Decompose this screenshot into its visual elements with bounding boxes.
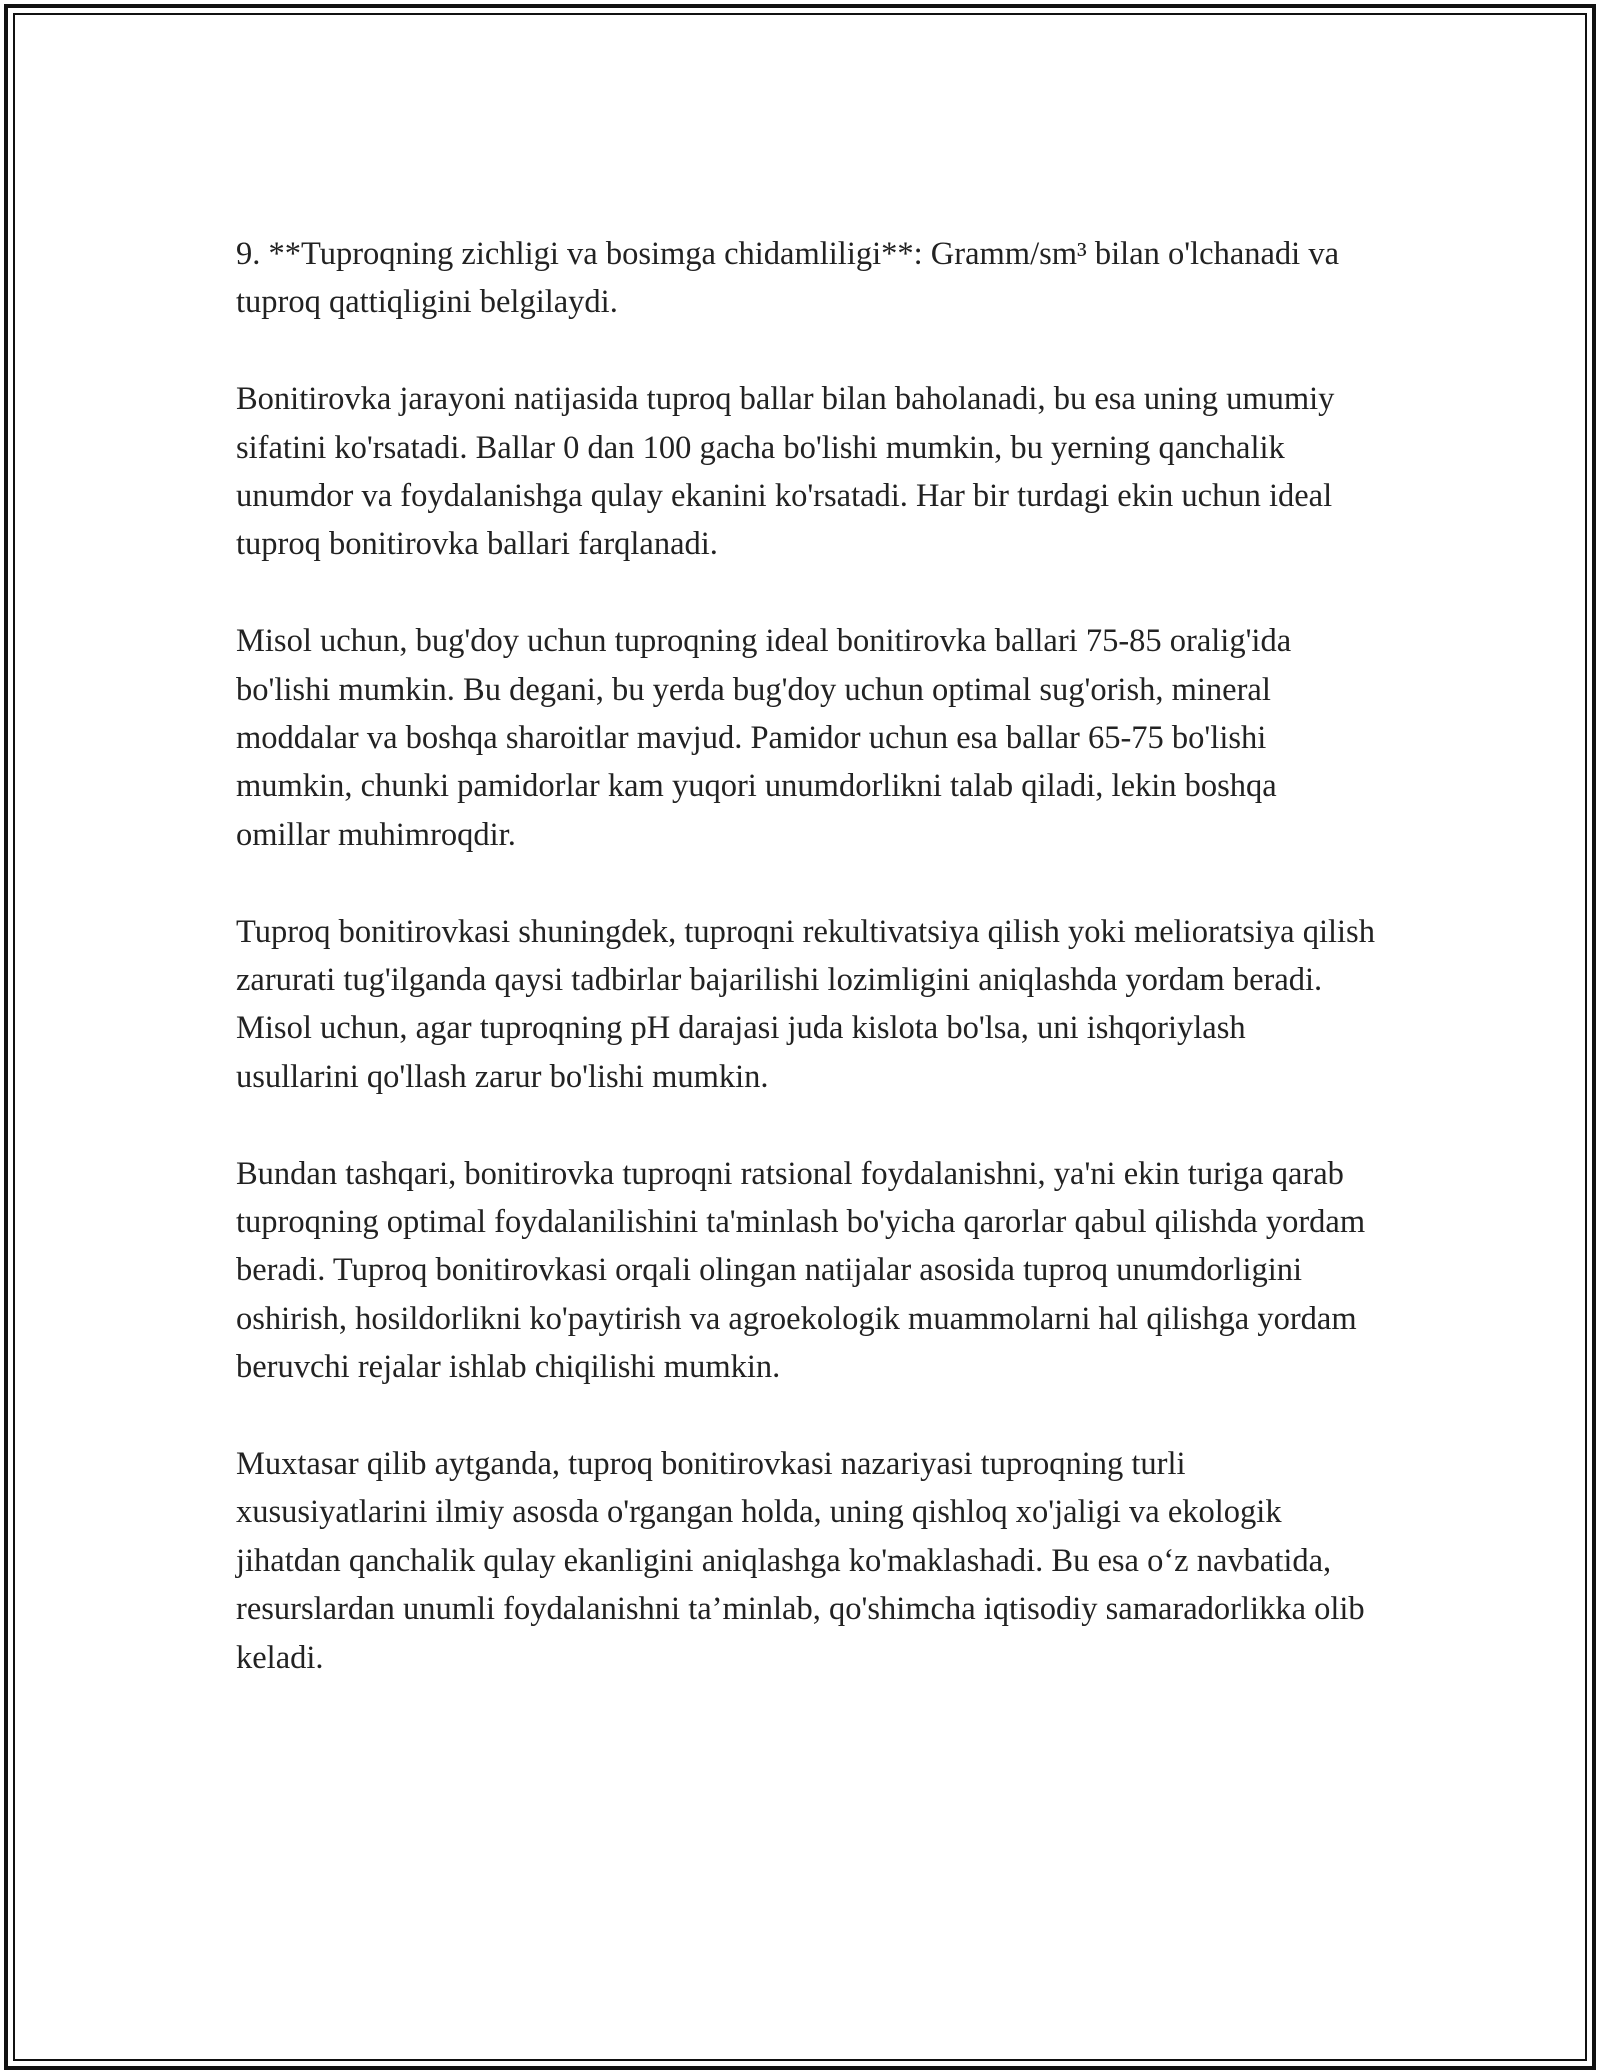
paragraph-summary: Muxtasar qilib aytganda, tuproq bonitirovkasi nazariyasi tuproqning turli xususiyatlarini ilmiy asosda o'rgangan holda, uning qishloq xo'jaligi va ekologik jihatdan qanchalik qulay ekanligini aniqlashga ko'maklashadi. Bu esa o‘z navbatida, resurslardan unumli foydalanishni ta’minlab, qo'shimcha iqtisodiy samaradorlikka olib keladi. xyxy=(236,1446,1365,1676)
paragraph-bonitet-scores: Bonitirovka jarayoni natijasida tuproq ballar bilan baholanadi, bu esa uning umumiy sifatini ko'rsatadi. Ballar 0 dan 100 gacha bo'lishi mumkin, bu yerning qanchalik unumdor va foydalanishga qulay ekanini ko'rsatadi. Har bir turdagi ekin uchun ideal tuproq bonitirovka ballari farqlanadi. xyxy=(236,381,1335,563)
paragraph-crop-examples: Misol uchun, bug'doy uchun tuproqning ideal bonitirovka ballari 75-85 oralig'ida bo'lishi mumkin. Bu degani, bu yerda bug'doy uchun optimal sug'orish, mineral moddalar va boshqa sharoitlar mavjud. Pamidor uchun esa ballar 65-75 bo'lishi mumkin, chunki pamidorlar kam yuqori unumdorlikni talab qiladi, lekin boshqa omillar muhimroqdir. xyxy=(236,623,1292,853)
paragraph-rational-use: Bundan tashqari, bonitirovka tuproqni ratsional foydalanishni, ya'ni ekin turiga qarab tuproqning optimal foydalanilishini ta'minlash bo'yicha qarorlar qabul qilishda yordam beradi. Tuproq bonitirovkasi orqali olingan natijalar asosida tuproq unumdorligini oshirish, hosildorlikni ko'paytirish va agroekologik muammolarni hal qilishga yordam beruvchi rejalar ishlab chiqilishi mumkin. xyxy=(236,1155,1366,1386)
document-body xyxy=(236,230,1376,1731)
paragraph-soil-density: 9. **Tuproqning zichligi va bosimga chidamliligi**: Gramm/sm³ bilan o'lchanadi va tuproq qattiqligini belgilaydi. xyxy=(236,236,1340,321)
paragraph-reclamation: Tuproq bonitirovkasi shuningdek, tuproqni rekultivatsiya qilish yoki melioratsiya qilish zarurati tug'ilganda qaysi tadbirlar bajarilishi lozimligini aniqlashda yordam beradi. Misol uchun, agar tuproqning pH darajasi juda kislota bo'lsa, uni ishqoriylash usullarini qo'llash zarur bo'lishi mumkin. xyxy=(236,913,1375,1095)
